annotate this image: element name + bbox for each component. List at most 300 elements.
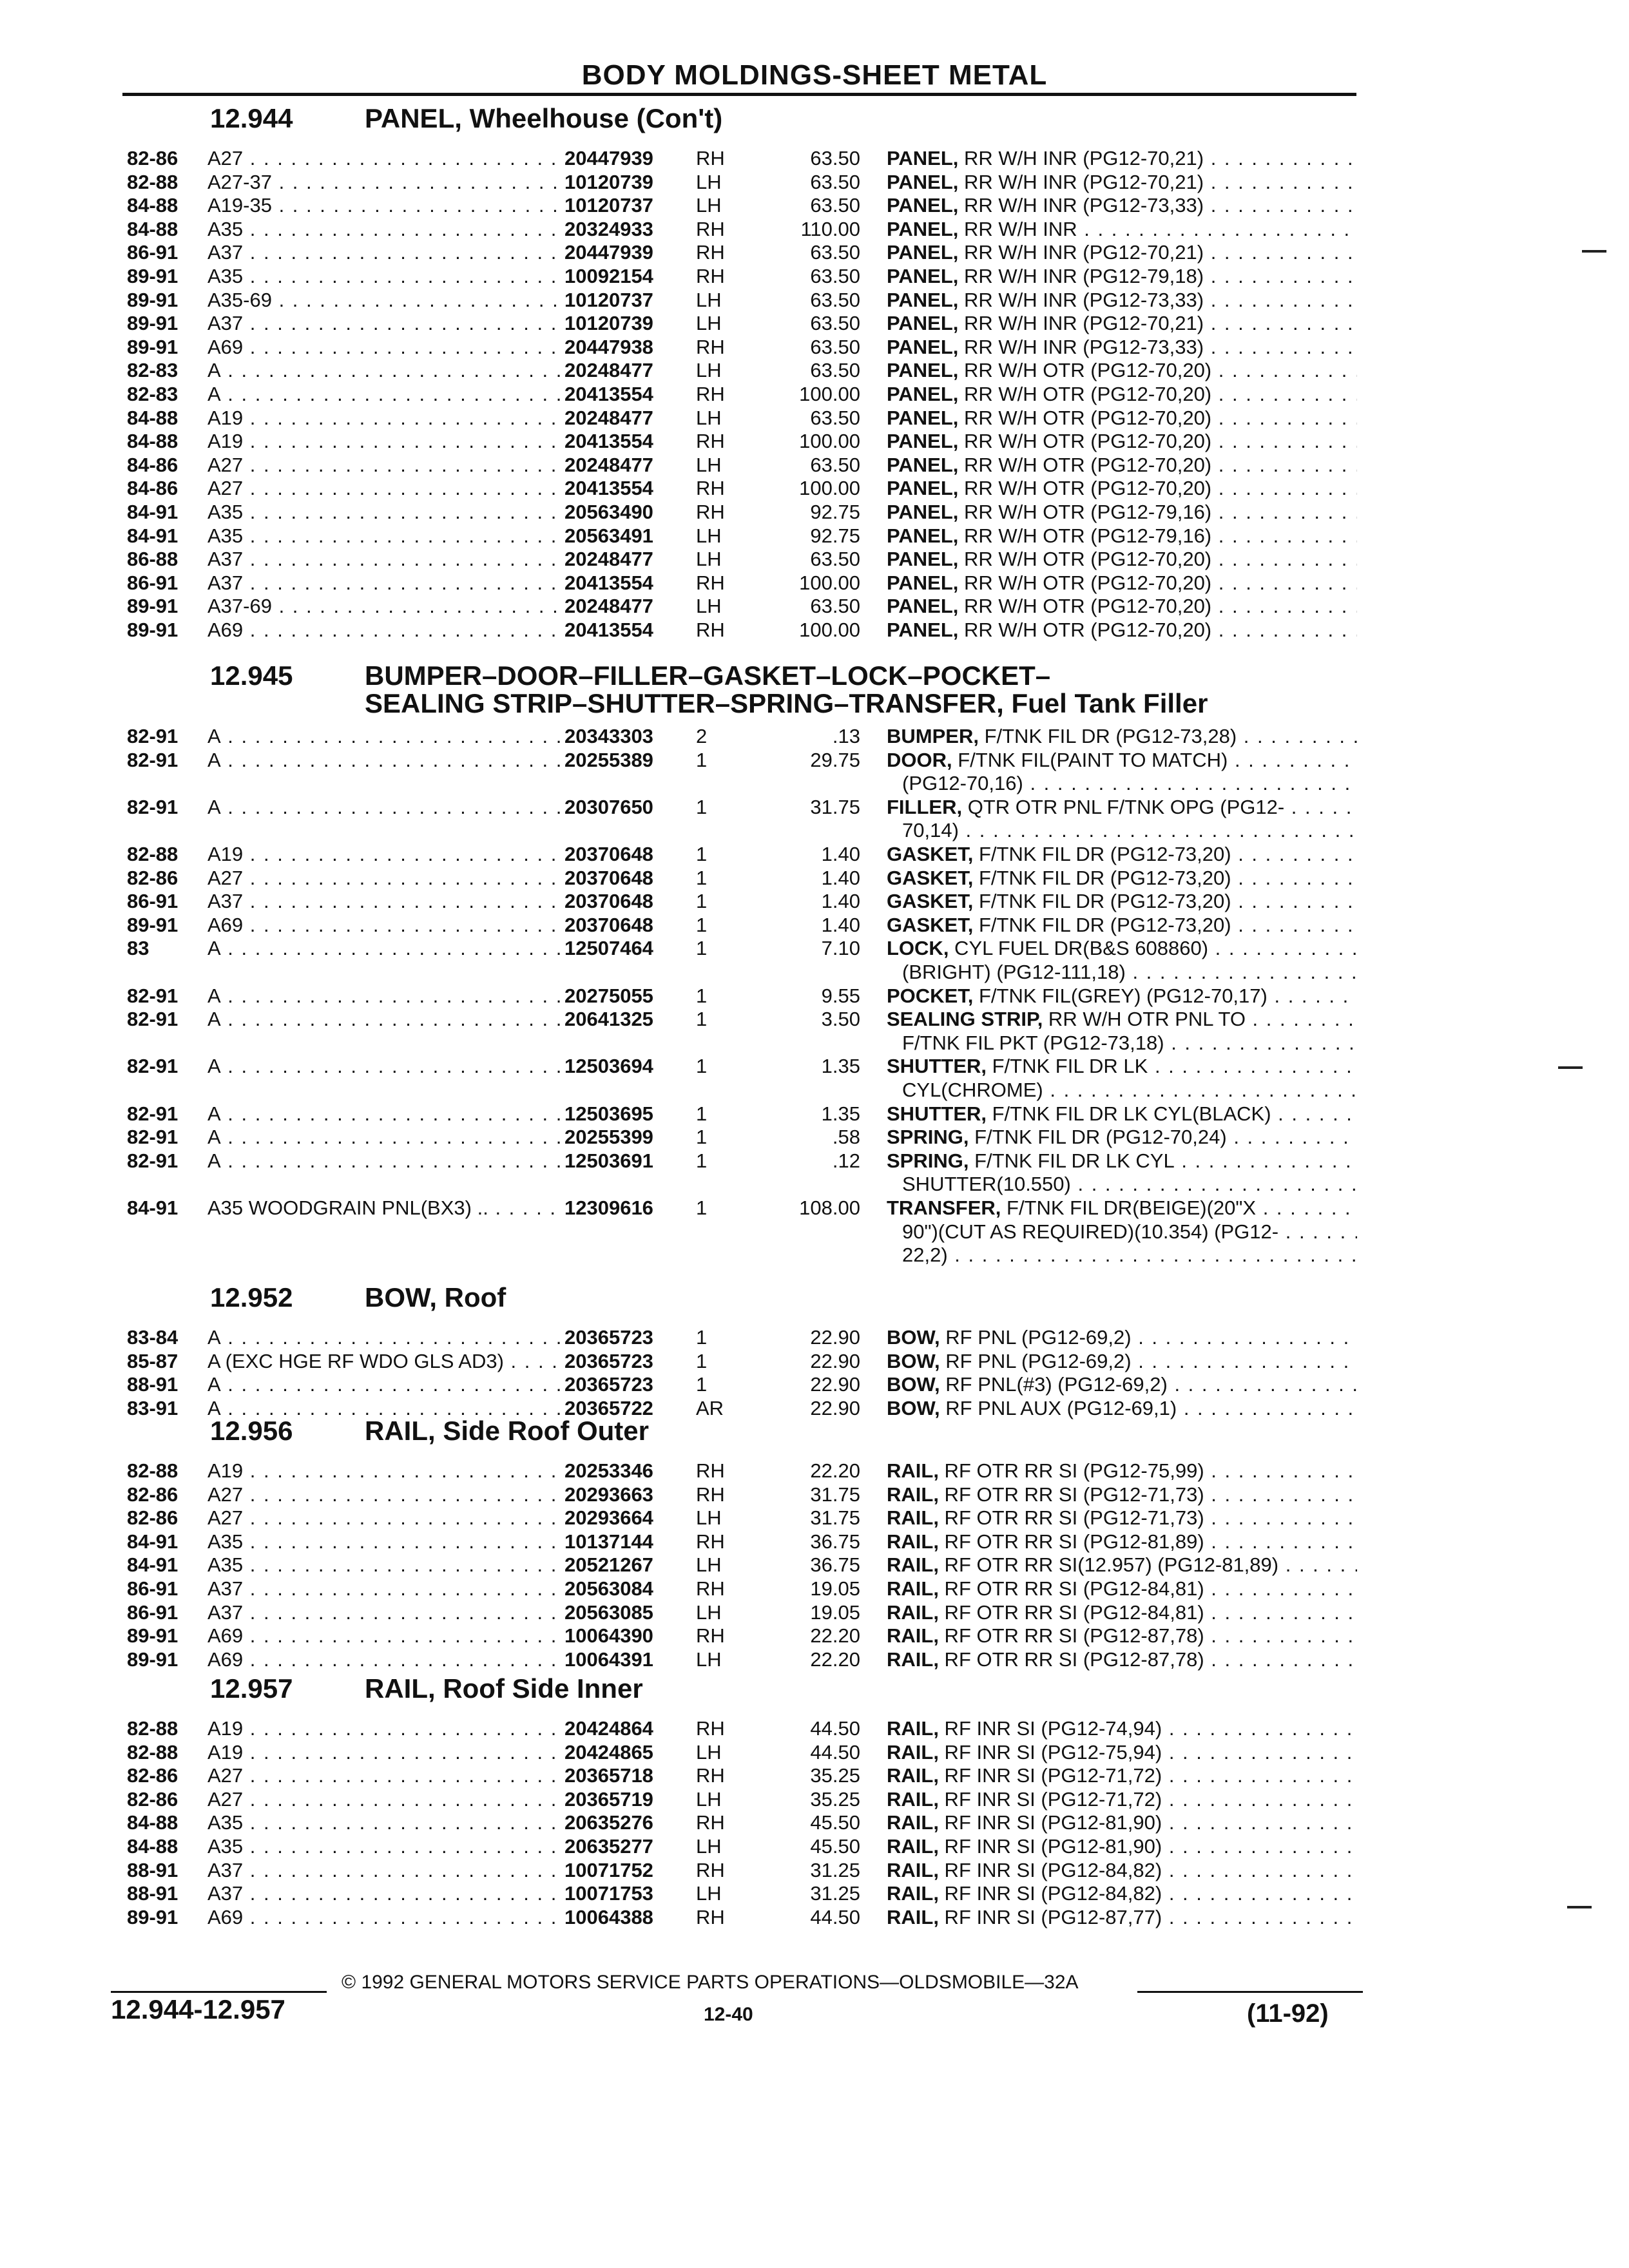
list-price: .12 bbox=[832, 1149, 860, 1172]
model-code: A . . . bbox=[207, 749, 561, 772]
part-description bbox=[887, 1553, 1357, 1577]
part-description bbox=[887, 796, 1357, 819]
part-description bbox=[887, 477, 1357, 500]
part-number: 20424865 bbox=[564, 1741, 653, 1763]
parts-row bbox=[0, 1126, 1629, 1149]
part-number: 20293663 bbox=[564, 1483, 653, 1506]
model-years: 84-91 bbox=[127, 524, 178, 547]
list-price: 1.40 bbox=[821, 867, 860, 889]
part-noun: RAIL, bbox=[887, 1553, 939, 1576]
model-years: 84-91 bbox=[127, 501, 178, 523]
part-detail: RR W/H INR (PG12-79,18) bbox=[958, 265, 1204, 287]
model-years: 84-91 bbox=[127, 1553, 178, 1576]
part-number: 20248477 bbox=[564, 454, 653, 476]
part-noun: RAIL, bbox=[887, 1764, 939, 1787]
list-price: 63.50 bbox=[810, 336, 860, 358]
part-detail: RR W/H INR (PG12-70,21) bbox=[958, 312, 1204, 334]
model-years: 86-91 bbox=[127, 890, 178, 912]
list-price: 100.00 bbox=[799, 572, 860, 594]
part-detail: RR W/H OTR (PG12-70,20) bbox=[958, 548, 1212, 570]
part-noun: RAIL, bbox=[887, 1648, 939, 1671]
quantity-or-side: RH bbox=[696, 1717, 725, 1740]
list-price: 22.90 bbox=[810, 1397, 860, 1419]
part-description bbox=[887, 359, 1357, 382]
model-years: 82-91 bbox=[127, 725, 178, 747]
part-detail: F/TNK FIL DR LK bbox=[987, 1055, 1148, 1077]
part-detail: F/TNK FIL DR (PG12-70,24) bbox=[969, 1126, 1227, 1148]
part-description bbox=[887, 1764, 1357, 1787]
part-detail: F/TNK FIL DR (PG12-73,20) bbox=[973, 867, 1231, 889]
part-number: 20413554 bbox=[564, 572, 653, 594]
part-noun: PANEL, bbox=[887, 407, 959, 429]
part-number: 20563085 bbox=[564, 1601, 653, 1624]
model-years: 88-91 bbox=[127, 1882, 178, 1905]
parts-row bbox=[0, 796, 1629, 819]
model-code: A . . . bbox=[207, 1397, 561, 1420]
parts-row bbox=[0, 725, 1629, 748]
part-number: 10071753 bbox=[564, 1882, 653, 1905]
part-noun: PANEL, bbox=[887, 430, 959, 452]
page-title: BODY MOLDINGS-SHEET METAL bbox=[581, 59, 1048, 91]
model-years: 84-88 bbox=[127, 430, 178, 452]
model-code: A27 . . . bbox=[207, 1483, 561, 1506]
part-detail: F/TNK FIL DR LK CYL(BLACK) bbox=[987, 1102, 1271, 1125]
parts-row bbox=[0, 619, 1629, 642]
model-years: 84-88 bbox=[127, 218, 178, 240]
quantity-or-side: 1 bbox=[696, 843, 708, 865]
part-noun: PANEL, bbox=[887, 147, 959, 169]
list-price: 36.75 bbox=[810, 1530, 860, 1553]
model-code: A37 . . . bbox=[207, 312, 561, 335]
description-continuation: (BRIGHT) (PG12-111,18) . . . bbox=[902, 961, 1357, 984]
part-number: 20563491 bbox=[564, 524, 653, 547]
part-noun: PANEL, bbox=[887, 572, 959, 594]
part-number: 10064388 bbox=[564, 1906, 653, 1928]
model-years: 84-91 bbox=[127, 1530, 178, 1553]
quantity-or-side: 1 bbox=[696, 749, 708, 771]
part-noun: RAIL, bbox=[887, 1506, 939, 1529]
quantity-or-side: 1 bbox=[696, 985, 708, 1007]
part-number: 20641325 bbox=[564, 1008, 653, 1030]
model-years: 89-91 bbox=[127, 265, 178, 287]
model-years: 83-84 bbox=[127, 1326, 178, 1349]
part-noun: DOOR, bbox=[887, 749, 952, 771]
footer-rule-left bbox=[111, 1991, 327, 1993]
part-description bbox=[887, 1506, 1357, 1530]
parts-row bbox=[0, 1624, 1629, 1648]
model-code: A . . . bbox=[207, 1326, 561, 1349]
part-noun: FILLER, bbox=[887, 796, 963, 818]
part-detail: RF OTR RR SI(12.957) (PG12-81,89) bbox=[938, 1553, 1279, 1576]
part-description bbox=[887, 914, 1357, 937]
quantity-or-side: LH bbox=[696, 1835, 722, 1858]
part-number: 10120739 bbox=[564, 171, 653, 193]
model-years: 89-91 bbox=[127, 595, 178, 617]
list-price: 31.25 bbox=[810, 1882, 860, 1905]
parts-row bbox=[0, 1859, 1629, 1882]
model-years: 86-91 bbox=[127, 1601, 178, 1624]
part-number: 20370648 bbox=[564, 843, 653, 865]
parts-row bbox=[0, 1906, 1629, 1929]
parts-row bbox=[0, 985, 1629, 1008]
model-code: A . . . bbox=[207, 1102, 561, 1126]
part-detail: RF OTR RR SI (PG12-75,99) bbox=[938, 1459, 1204, 1482]
description-continuation: F/TNK FIL PKT (PG12-73,18) . . . bbox=[902, 1032, 1357, 1055]
list-price: 22.90 bbox=[810, 1373, 860, 1396]
quantity-or-side: LH bbox=[696, 1648, 722, 1671]
part-description bbox=[887, 1530, 1357, 1553]
model-years: 89-91 bbox=[127, 1906, 178, 1928]
list-price: 63.50 bbox=[810, 312, 860, 334]
section-subtitle: SEALING STRIP–SHUTTER–SPRING–TRANSFER, Fuel Tank Filler bbox=[365, 688, 1208, 718]
part-description bbox=[887, 1483, 1357, 1506]
part-detail: RR W/H OTR (PG12-79,16) bbox=[958, 501, 1212, 523]
part-detail: RR W/H OTR (PG12-70,20) bbox=[958, 407, 1212, 429]
quantity-or-side: 1 bbox=[696, 1055, 708, 1077]
part-noun: PANEL, bbox=[887, 194, 959, 216]
part-description bbox=[887, 454, 1357, 477]
part-noun: GASKET, bbox=[887, 843, 974, 865]
part-number: 10120737 bbox=[564, 289, 653, 311]
part-number: 20365723 bbox=[564, 1326, 653, 1349]
part-detail: RR W/H INR (PG12-70,21) bbox=[958, 147, 1204, 169]
quantity-or-side: 1 bbox=[696, 1373, 708, 1396]
part-detail: RR W/H OTR (PG12-70,20) bbox=[958, 359, 1212, 381]
model-code: A19 . . . bbox=[207, 1717, 561, 1740]
part-description bbox=[887, 619, 1357, 642]
part-detail: RF INR SI (PG12-71,72) bbox=[938, 1788, 1162, 1811]
parts-row bbox=[0, 1741, 1629, 1764]
part-number: 20447939 bbox=[564, 241, 653, 264]
parts-row bbox=[0, 843, 1629, 866]
part-detail: RR W/H OTR (PG12-70,20) bbox=[958, 383, 1212, 405]
footer-copyright: © 1992 GENERAL MOTORS SERVICE PARTS OPERATIONS—OLDSMOBILE—32A bbox=[342, 1972, 1079, 1993]
model-years: 88-91 bbox=[127, 1859, 178, 1881]
quantity-or-side: 1 bbox=[696, 1102, 708, 1125]
part-number: 10120737 bbox=[564, 194, 653, 216]
parts-row bbox=[0, 454, 1629, 477]
part-number: 12503694 bbox=[564, 1055, 653, 1077]
part-detail: QTR OTR PNL F/TNK OPG (PG12- bbox=[962, 796, 1285, 818]
model-code: A . . . bbox=[207, 1008, 561, 1031]
model-years: 82-88 bbox=[127, 1717, 178, 1740]
part-number: 20370648 bbox=[564, 890, 653, 912]
model-code: A35 . . . bbox=[207, 524, 561, 548]
part-detail: RR W/H INR (PG12-73,33) bbox=[958, 336, 1204, 358]
parts-row bbox=[0, 1788, 1629, 1811]
part-number: 12507464 bbox=[564, 937, 653, 959]
part-description bbox=[887, 867, 1357, 890]
parts-row bbox=[0, 1811, 1629, 1834]
model-years: 84-86 bbox=[127, 477, 178, 499]
part-detail: RR W/H OTR (PG12-70,20) bbox=[958, 430, 1212, 452]
part-noun: SHUTTER, bbox=[887, 1055, 987, 1077]
part-number: 12503695 bbox=[564, 1102, 653, 1125]
margin-mark bbox=[1558, 1066, 1583, 1069]
list-price: 1.35 bbox=[821, 1102, 860, 1125]
quantity-or-side: 1 bbox=[696, 937, 708, 959]
part-detail: RF INR SI (PG12-75,94) bbox=[938, 1741, 1162, 1763]
list-price: 19.05 bbox=[810, 1577, 860, 1600]
part-description bbox=[887, 1835, 1357, 1858]
part-noun: RAIL, bbox=[887, 1601, 939, 1624]
model-years: 86-88 bbox=[127, 548, 178, 570]
part-description bbox=[887, 430, 1357, 453]
part-detail: RR W/H OTR PNL TO bbox=[1043, 1008, 1246, 1030]
part-detail: RR W/H INR (PG12-70,21) bbox=[958, 241, 1204, 264]
parts-row bbox=[0, 1648, 1629, 1671]
part-detail: RF INR SI (PG12-74,94) bbox=[938, 1717, 1162, 1740]
part-description bbox=[887, 1196, 1357, 1220]
model-years: 84-88 bbox=[127, 407, 178, 429]
part-detail: RF INR SI (PG12-84,82) bbox=[938, 1859, 1162, 1881]
list-price: 9.55 bbox=[821, 985, 860, 1007]
part-detail: RF PNL (PG12-69,2) bbox=[940, 1350, 1132, 1372]
model-years: 82-86 bbox=[127, 1788, 178, 1811]
quantity-or-side: AR bbox=[696, 1397, 724, 1419]
part-description bbox=[887, 1373, 1357, 1396]
part-noun: LOCK, bbox=[887, 937, 949, 959]
quantity-or-side: LH bbox=[696, 312, 722, 334]
list-price: 110.00 bbox=[800, 218, 860, 240]
quantity-or-side: RH bbox=[696, 336, 725, 358]
part-number: 20635277 bbox=[564, 1835, 653, 1858]
model-years: 84-88 bbox=[127, 194, 178, 216]
quantity-or-side: LH bbox=[696, 1882, 722, 1905]
model-years: 89-91 bbox=[127, 1648, 178, 1671]
model-code: A . . . bbox=[207, 725, 561, 748]
part-noun: RAIL, bbox=[887, 1483, 939, 1506]
parts-row bbox=[0, 548, 1629, 571]
list-price: 63.50 bbox=[810, 595, 860, 617]
parts-row bbox=[0, 171, 1629, 194]
part-detail: RF INR SI (PG12-81,90) bbox=[938, 1835, 1162, 1858]
part-detail: RF PNL AUX (PG12-69,1) bbox=[940, 1397, 1177, 1419]
list-price: 63.50 bbox=[810, 454, 860, 476]
quantity-or-side: RH bbox=[696, 619, 725, 641]
part-detail: RF INR SI (PG12-84,82) bbox=[938, 1882, 1162, 1905]
part-number: 20248477 bbox=[564, 407, 653, 429]
quantity-or-side: LH bbox=[696, 454, 722, 476]
quantity-or-side: 1 bbox=[696, 1008, 708, 1030]
part-number: 20365722 bbox=[564, 1397, 653, 1419]
list-price: 100.00 bbox=[799, 477, 860, 499]
part-description bbox=[887, 407, 1357, 430]
part-description bbox=[887, 1149, 1357, 1173]
model-code: A69 . . . bbox=[207, 1624, 561, 1648]
part-noun: PANEL, bbox=[887, 383, 959, 405]
parts-row bbox=[0, 1102, 1629, 1126]
part-noun: RAIL, bbox=[887, 1788, 939, 1811]
part-detail: RF OTR RR SI (PG12-84,81) bbox=[938, 1577, 1204, 1600]
list-price: 63.50 bbox=[810, 289, 860, 311]
quantity-or-side: LH bbox=[696, 1601, 722, 1624]
list-price: 31.75 bbox=[810, 1506, 860, 1529]
model-code: A35 . . . bbox=[207, 218, 561, 241]
part-noun: PANEL, bbox=[887, 524, 959, 547]
part-number: 20293664 bbox=[564, 1506, 653, 1529]
part-description bbox=[887, 1811, 1357, 1834]
model-code: A19 . . . bbox=[207, 430, 561, 453]
model-years: 82-88 bbox=[127, 171, 178, 193]
part-description bbox=[887, 1601, 1357, 1624]
part-noun: PANEL, bbox=[887, 312, 959, 334]
model-years: 89-91 bbox=[127, 914, 178, 936]
model-years: 84-88 bbox=[127, 1811, 178, 1834]
part-detail: RF OTR RR SI (PG12-71,73) bbox=[938, 1483, 1204, 1506]
part-number: 20343303 bbox=[564, 725, 653, 747]
list-price: 29.75 bbox=[810, 749, 860, 771]
quantity-or-side: LH bbox=[696, 595, 722, 617]
model-code: A19-35 . . . bbox=[207, 194, 561, 217]
quantity-or-side: LH bbox=[696, 1788, 722, 1811]
model-years: 83 bbox=[127, 937, 149, 959]
part-number: 10064390 bbox=[564, 1624, 653, 1647]
part-noun: PANEL, bbox=[887, 501, 959, 523]
model-code: A27 . . . bbox=[207, 147, 561, 170]
parts-row bbox=[0, 1055, 1629, 1078]
part-detail: RF OTR RR SI (PG12-81,89) bbox=[938, 1530, 1204, 1553]
list-price: 35.25 bbox=[810, 1788, 860, 1811]
part-noun: PANEL, bbox=[887, 289, 959, 311]
part-noun: RAIL, bbox=[887, 1811, 939, 1834]
part-detail: RF INR SI (PG12-87,77) bbox=[938, 1906, 1162, 1928]
quantity-or-side: 1 bbox=[696, 1126, 708, 1148]
section-number: 12.957 bbox=[210, 1673, 293, 1704]
parts-row bbox=[0, 383, 1629, 406]
quantity-or-side: LH bbox=[696, 1506, 722, 1529]
part-description bbox=[887, 1859, 1357, 1882]
parts-row bbox=[0, 147, 1629, 170]
part-noun: PANEL, bbox=[887, 619, 959, 641]
list-price: 22.20 bbox=[810, 1648, 860, 1671]
part-description bbox=[887, 383, 1357, 406]
parts-row bbox=[0, 430, 1629, 453]
parts-row bbox=[0, 524, 1629, 548]
quantity-or-side: RH bbox=[696, 1459, 725, 1482]
model-years: 82-88 bbox=[127, 1741, 178, 1763]
part-detail: RR W/H OTR (PG12-70,20) bbox=[958, 477, 1212, 499]
list-price: 63.50 bbox=[810, 241, 860, 264]
part-description bbox=[887, 147, 1357, 170]
part-noun: PANEL, bbox=[887, 477, 959, 499]
parts-row bbox=[0, 336, 1629, 359]
part-detail: F/TNK FIL DR (PG12-73,20) bbox=[973, 890, 1231, 912]
part-description bbox=[887, 595, 1357, 618]
parts-row bbox=[0, 1835, 1629, 1858]
quantity-or-side: LH bbox=[696, 289, 722, 311]
part-detail: F/TNK FIL(GREY) (PG12-70,17) bbox=[973, 985, 1268, 1007]
part-noun: SPRING, bbox=[887, 1149, 969, 1172]
part-number: 20365718 bbox=[564, 1764, 653, 1787]
list-price: 63.50 bbox=[810, 194, 860, 216]
part-number: 20413554 bbox=[564, 477, 653, 499]
part-noun: SPRING, bbox=[887, 1126, 969, 1148]
part-noun: BOW, bbox=[887, 1350, 940, 1372]
description-continuation: (PG12-70,16) . . . bbox=[902, 772, 1357, 795]
model-years: 89-91 bbox=[127, 289, 178, 311]
section-title: BOW, Roof bbox=[365, 1282, 506, 1312]
part-noun: RAIL, bbox=[887, 1882, 939, 1905]
footer-section-range: 12.944-12.957 bbox=[111, 1994, 285, 2024]
part-detail: F/TNK FIL DR (PG12-73,20) bbox=[973, 843, 1231, 865]
quantity-or-side: RH bbox=[696, 572, 725, 594]
model-years: 82-91 bbox=[127, 985, 178, 1007]
part-number: 20370648 bbox=[564, 914, 653, 936]
list-price: 63.50 bbox=[810, 359, 860, 381]
parts-row bbox=[0, 359, 1629, 382]
quantity-or-side: 1 bbox=[696, 890, 708, 912]
section-title: BUMPER–DOOR–FILLER–GASKET–LOCK–POCKET– bbox=[365, 660, 1051, 691]
model-code: A . . . bbox=[207, 985, 561, 1008]
quantity-or-side: 1 bbox=[696, 1149, 708, 1172]
quantity-or-side: 1 bbox=[696, 796, 708, 818]
part-number: 10137144 bbox=[564, 1530, 653, 1553]
list-price: 45.50 bbox=[810, 1835, 860, 1858]
part-number: 12309616 bbox=[564, 1196, 653, 1219]
part-description bbox=[887, 1126, 1357, 1149]
list-price: 7.10 bbox=[821, 937, 860, 959]
list-price: 63.50 bbox=[810, 171, 860, 193]
part-number: 10092154 bbox=[564, 265, 653, 287]
model-code: A37 . . . bbox=[207, 548, 561, 571]
part-number: 20255389 bbox=[564, 749, 653, 771]
model-code: A19 . . . bbox=[207, 407, 561, 430]
quantity-or-side: 1 bbox=[696, 1326, 708, 1349]
margin-mark bbox=[1567, 1906, 1592, 1908]
description-continuation: 90")(CUT AS REQUIRED)(10.354) (PG12- . . . bbox=[902, 1220, 1357, 1244]
model-code: A35 . . . bbox=[207, 1553, 561, 1577]
list-price: 63.50 bbox=[810, 548, 860, 570]
model-code: A27 . . . bbox=[207, 867, 561, 890]
part-noun: BOW, bbox=[887, 1326, 940, 1349]
quantity-or-side: 2 bbox=[696, 725, 708, 747]
part-number: 20248477 bbox=[564, 548, 653, 570]
part-noun: BUMPER, bbox=[887, 725, 979, 747]
model-years: 89-91 bbox=[127, 619, 178, 641]
quantity-or-side: LH bbox=[696, 524, 722, 547]
part-number: 20635276 bbox=[564, 1811, 653, 1834]
part-detail: RR W/H INR (PG12-73,33) bbox=[958, 289, 1204, 311]
quantity-or-side: RH bbox=[696, 430, 725, 452]
part-description bbox=[887, 890, 1357, 913]
part-detail: F/TNK FIL DR (PG12-73,20) bbox=[973, 914, 1231, 936]
list-price: 22.20 bbox=[810, 1624, 860, 1647]
list-price: 1.40 bbox=[821, 843, 860, 865]
model-code: A37 . . . bbox=[207, 1601, 561, 1624]
list-price: 31.75 bbox=[810, 1483, 860, 1506]
model-years: 82-83 bbox=[127, 359, 178, 381]
part-detail: F/TNK FIL DR LK CYL bbox=[969, 1149, 1175, 1172]
model-code: A (EXC HGE RF WDO GLS AD3) . . . bbox=[207, 1350, 561, 1373]
quantity-or-side: 1 bbox=[696, 1350, 708, 1372]
quantity-or-side: 1 bbox=[696, 914, 708, 936]
part-description bbox=[887, 1717, 1357, 1740]
model-years: 82-86 bbox=[127, 1506, 178, 1529]
model-code: A69 . . . bbox=[207, 1648, 561, 1671]
part-noun: PANEL, bbox=[887, 218, 959, 240]
parts-row bbox=[0, 1530, 1629, 1553]
part-noun: PANEL, bbox=[887, 241, 959, 264]
model-code: A35-69 . . . bbox=[207, 289, 561, 312]
model-code: A37 . . . bbox=[207, 1577, 561, 1600]
description-continuation: 70,14) . . . bbox=[902, 819, 1357, 842]
model-code: A27 . . . bbox=[207, 477, 561, 500]
list-price: 44.50 bbox=[810, 1717, 860, 1740]
list-price: 63.50 bbox=[810, 407, 860, 429]
model-code: A37 . . . bbox=[207, 1859, 561, 1882]
part-noun: PANEL, bbox=[887, 171, 959, 193]
